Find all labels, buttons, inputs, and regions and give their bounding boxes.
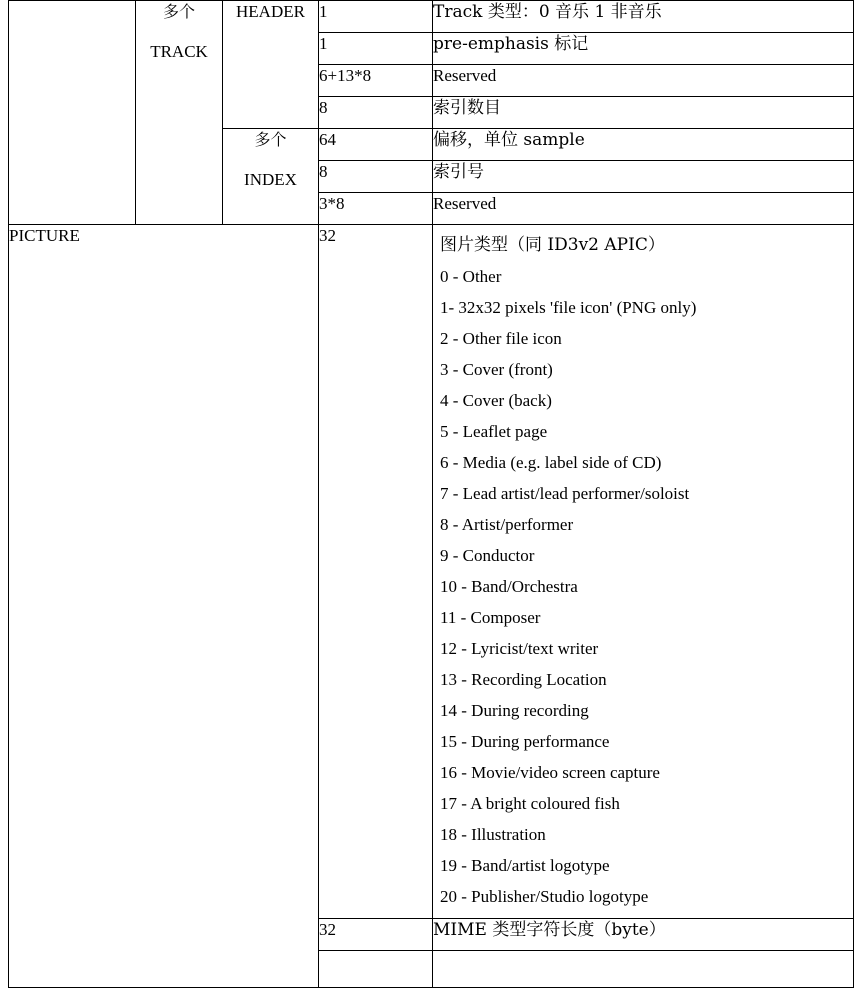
track-group-label-cn: 多个 (162, 2, 195, 21)
picture-type-item: 2 - Other file icon (440, 329, 562, 348)
description-cell: 索引号 (433, 161, 854, 193)
bits-cell: 1 (319, 33, 433, 65)
picture-type-item: 7 - Lead artist/lead performer/soloist (440, 484, 690, 503)
picture-type-item: 11 - Composer (440, 608, 541, 627)
index-group-label-cell (223, 129, 319, 225)
description-cell: Reserved (433, 193, 854, 225)
picture-type-item: 0 - Other (440, 267, 502, 286)
track-outer-label-cell (9, 1, 136, 225)
picture-type-item: 14 - During recording (440, 701, 589, 720)
picture-type-list-cell (433, 225, 854, 919)
description-cell: MIME 类型字符长度（byte） (433, 919, 854, 951)
picture-section-label-cell: PICTURE (9, 225, 319, 988)
bits-cell: 8 (319, 97, 433, 129)
description-cell: Track 类型：0 音乐 1 非音乐 (433, 1, 854, 33)
picture-type-item: 17 - A bright coloured fish (440, 794, 620, 813)
table-row (9, 225, 854, 919)
bits-cell: 1 (319, 1, 433, 33)
picture-type-item: 20 - Publisher/Studio logotype (440, 887, 649, 906)
bits-cell: 8 (319, 161, 433, 193)
description-cell: pre-emphasis 标记 (433, 33, 854, 65)
flac-metadata-spec-table (8, 0, 854, 988)
picture-type-item: 12 - Lyricist/text writer (440, 639, 599, 658)
description-cell: 偏移，单位 sample (433, 129, 854, 161)
spec-table-container (8, 0, 853, 943)
description-cell: 索引数目 (433, 97, 854, 129)
index-group-label-en: INDEX (244, 169, 297, 189)
bits-cell: 6+13*8 (319, 65, 433, 97)
picture-type-item: 4 - Cover (back) (440, 391, 552, 410)
table-row (9, 1, 854, 33)
picture-type-item: 3 - Cover (front) (440, 360, 553, 379)
bits-cell: 3*8 (319, 193, 433, 225)
picture-type-item: 19 - Band/artist logotype (440, 856, 610, 875)
description-cell (433, 951, 854, 988)
bits-cell: 32 (319, 919, 433, 951)
picture-type-list (433, 225, 853, 918)
picture-type-item: 10 - Band/Orchestra (440, 577, 578, 596)
description-cell: Reserved (433, 65, 854, 97)
bits-cell: 32 (319, 225, 433, 919)
picture-type-item: 8 - Artist/performer (440, 515, 574, 534)
picture-type-item: 1- 32x32 pixels 'file icon' (PNG only) (440, 298, 697, 317)
bits-cell: 64 (319, 129, 433, 161)
picture-type-heading: 图片类型（同 ID3v2 APIC） (440, 235, 665, 255)
picture-type-item: 9 - Conductor (440, 546, 535, 565)
picture-type-item: 5 - Leaflet page (440, 422, 548, 441)
picture-type-item: 18 - Illustration (440, 825, 546, 844)
header-group-label-cell: HEADER (223, 1, 319, 129)
index-group-label-cn: 多个 (254, 130, 287, 149)
track-group-label-en: TRACK (150, 41, 208, 61)
picture-type-item: 6 - Media (e.g. label side of CD) (440, 453, 662, 472)
picture-type-item: 13 - Recording Location (440, 670, 607, 689)
picture-type-item: 15 - During performance (440, 732, 610, 751)
track-group-label-cell (136, 1, 223, 225)
picture-type-item: 16 - Movie/video screen capture (440, 763, 660, 782)
bits-cell (319, 951, 433, 988)
